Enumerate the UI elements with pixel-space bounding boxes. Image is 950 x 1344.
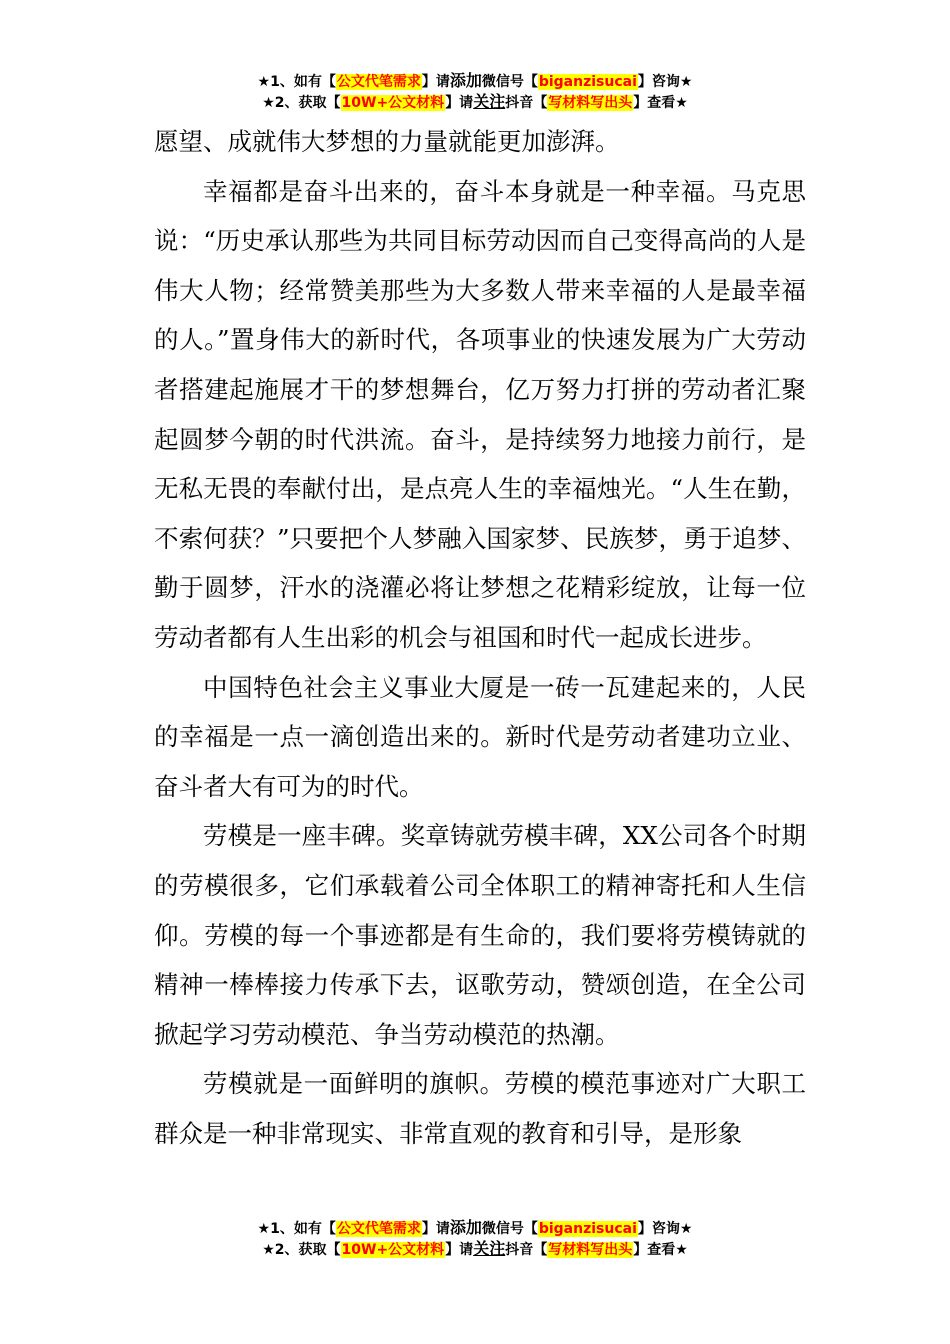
banner-text: 】请 — [421, 1221, 450, 1237]
banner-text: 微信号【 — [481, 1221, 538, 1237]
banner-emphasis: 添加 — [449, 1218, 482, 1237]
banner-line-2 — [0, 1238, 950, 1259]
banner-text: 抖音【 — [505, 1242, 548, 1258]
banner-text: 】请 — [421, 74, 450, 90]
banner-highlight: 10W+公文材料 — [341, 95, 445, 111]
banner-text: ★1、如有【 — [257, 74, 336, 90]
banner-text: 】咨询★ — [637, 1221, 693, 1237]
banner-highlight: 公文代笔需求 — [336, 74, 421, 90]
paragraph: 劳模是一座丰碑。奖章铸就劳模丰碑，XX公司各个时期的劳模很多，它们承载着公司全体职工的精神寄托和人生信仰。劳模的每一个事迹都是有生命的，我们要将劳模铸就的精神一棒棒接力传承下去，讴歌劳动，赞颂创造，在全公司掀起学习劳动模范、争当劳动模范的热潮。 — [154, 821, 806, 1049]
banner-text: ★2、获取【 — [262, 95, 341, 111]
header-banner — [0, 70, 950, 112]
paragraph: 愿望、成就伟大梦想的力量就能更加澎湃。 — [154, 127, 620, 156]
banner-text: 】查看★ — [633, 95, 688, 111]
document-body — [154, 117, 806, 1158]
banner-text: ★1、如有【 — [257, 1221, 336, 1237]
banner-text: 】请 — [445, 95, 474, 111]
banner-emphasis: 关注 — [473, 92, 506, 111]
banner-text: 微信号【 — [481, 74, 538, 90]
banner-highlight: 写材料写出头 — [548, 1242, 633, 1258]
banner-highlight: 写材料写出头 — [548, 95, 633, 111]
banner-highlight: 公文代笔需求 — [336, 1221, 421, 1237]
banner-text: 】请 — [445, 1242, 474, 1258]
banner-line-1 — [0, 70, 950, 91]
paragraph: 劳模就是一面鲜明的旗帜。劳模的模范事迹对广大职工群众是一种非常现实、非常直观的教育和引导，是形象 — [154, 1069, 806, 1148]
banner-line-1 — [0, 1217, 950, 1238]
banner-text: 抖音【 — [505, 95, 548, 111]
banner-line-2 — [0, 91, 950, 112]
banner-emphasis: 关注 — [473, 1239, 506, 1258]
paragraph: 幸福都是奋斗出来的，奋斗本身就是一种幸福。马克思说：“历史承认那些为共同目标劳动因而自己变得高尚的人是伟大人物；经常赞美那些为大多数人带来幸福的人是最幸福的人。”置身伟大的新时代，各项事业的快速发展为广大劳动者搭建起施展才干的梦想舞台，亿万努力打拼的劳动者汇聚起圆梦今朝的时代洪流。奋斗，是持续努力地接力前行，是无私无畏的奉献付出，是点亮人生的幸福烛光。“人生在勤，不索何获？”只要把个人梦融入国家梦、民族梦，勇于追梦、勤于圆梦，汗水的浇灌必将让梦想之花精彩绽放，让每一位劳动者都有人生出彩的机会与祖国和时代一起成长进步。 — [154, 176, 806, 652]
paragraph: 中国特色社会主义事业大厦是一砖一瓦建起来的，人民的幸福是一点一滴创造出来的。新时代是劳动者建功立业、奋斗者大有可为的时代。 — [154, 672, 806, 801]
banner-highlight: 10W+公文材料 — [341, 1242, 445, 1258]
banner-emphasis: 添加 — [449, 71, 482, 90]
banner-text: ★2、获取【 — [262, 1242, 341, 1258]
banner-highlight: biganzisucai — [538, 74, 637, 90]
banner-text: 】查看★ — [633, 1242, 688, 1258]
banner-highlight: biganzisucai — [538, 1221, 637, 1237]
banner-text: 】咨询★ — [637, 74, 693, 90]
footer-banner — [0, 1217, 950, 1259]
